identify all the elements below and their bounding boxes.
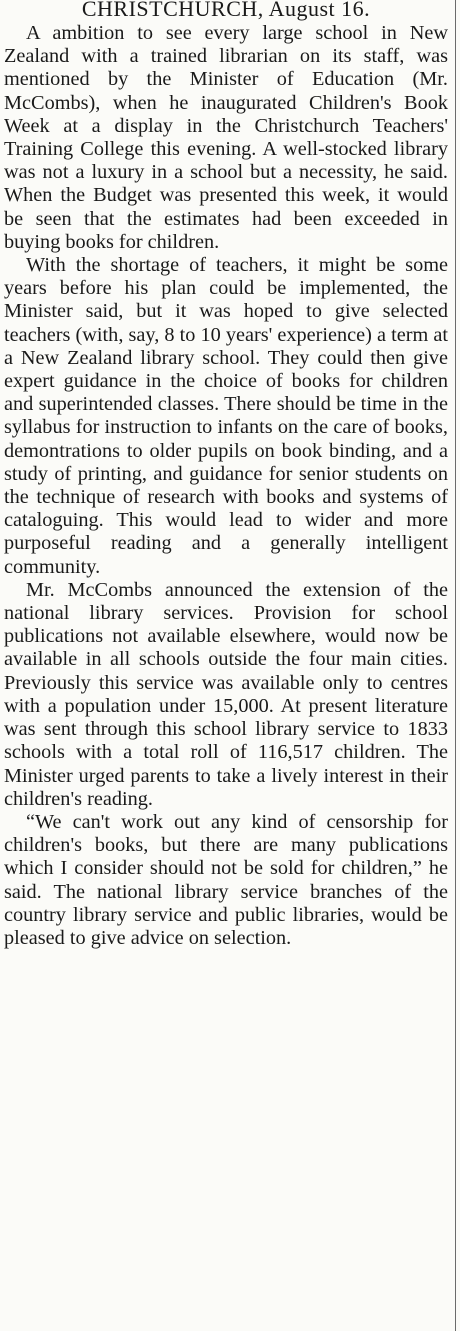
dateline: CHRISTCHURCH, August 16. — [81, 0, 371, 21]
paragraph-3: Mr. McCombs announced the extension of the national library services. Provision for school publications not available elsewhere, would now be available in all schools outside the four main cities. Previously this service was available only to centres with a population under 15,000. At present literature was sent through this school library service to 1833 schools with a total roll of 116,517 children. The Minister urged parents to take a lively interest in their children's reading. — [4, 578, 448, 810]
article-column — [4, 0, 448, 950]
paragraph-2: With the shortage of teachers, it might be some years before his plan could be implemented, the Minister said, but it was hoped to give selected teachers (with, say, 8 to 10 years' experience) a term at a New Zealand library school. They could then give expert guidance in the choice of books for children and superintended classes. There should be time in the syllabus for instruction to infants on the care of books, demontrations to older pupils on book binding, and a study of printing, and guidance for senior students on the technique of research with books and systems of cataloguing. This would lead to wider and more purposeful reading and a generally intelligent community. — [4, 254, 448, 578]
paragraph-1: A ambition to see every large school in New Zealand with a trained librarian on its staff, was mentioned by the Minister of Education (Mr. McCombs), when he inaugurated Children's Book Week at a display in the Christchurch Teachers' Training College this evening. A well-stocked library was not a luxury in a school but a necessity, he said. When the Budget was presented this week, it would be seen that the estimates had been exceeded in buying books for children. — [4, 22, 448, 253]
column-rule — [455, 0, 456, 1331]
paragraph-4: “We can't work out any kind of censorship for children's books, but there are many publications which I consider should not be sold for children,” he said. The national library service branches of the country library service and public libraries, would be pleased to give advice on selection. — [4, 810, 448, 949]
